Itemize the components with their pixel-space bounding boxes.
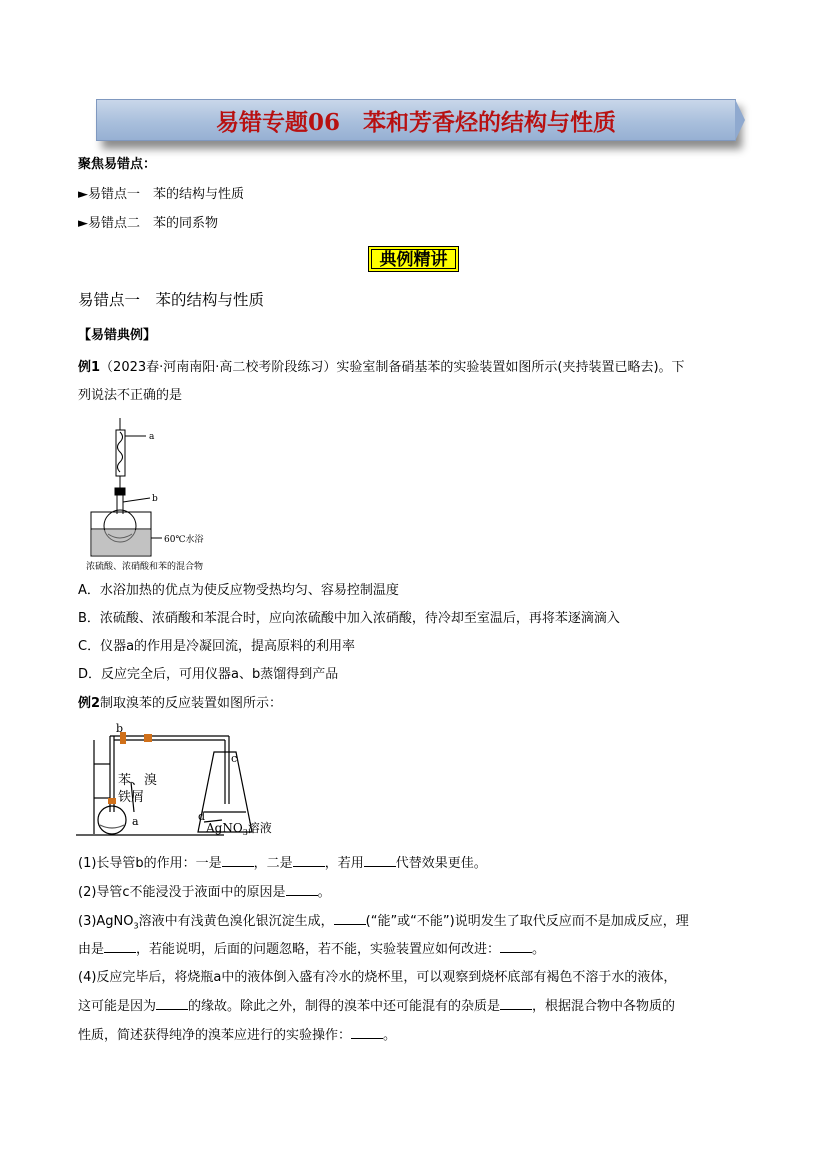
option-b: B．浓硫酸、浓硝酸和苯混合时，应向浓硫酸中加入浓硝酸，待冷却至室温后，再将苯逐滴滴入 — [78, 611, 620, 626]
tube-joint-mid — [144, 734, 152, 742]
question-4-line2: 这可能是因为 的缘故。除此之外，制得的溴苯中还可能混有的杂质是 ，根据混合物中各物质的 — [78, 999, 676, 1014]
focus-item-1: ►易错点一 苯的结构与性质 — [78, 187, 244, 202]
label-b-leader — [123, 498, 150, 502]
example-1-text: （2023春·河南南阳·高二校考阶段练习）实验室制备硝基苯的实验装置如图所示(夹持装置已略去)。下 — [100, 360, 685, 375]
label-a: a — [149, 432, 155, 442]
badge-label: 典例精讲 — [371, 249, 456, 269]
focus-heading: 聚焦易错点： — [78, 157, 157, 172]
reagent-label-2: 铁屑 — [118, 790, 145, 805]
section-badge — [368, 246, 459, 272]
example-2-text: 制取溴苯的反应装置如图所示： — [100, 696, 283, 711]
flask-a — [98, 806, 126, 834]
option-d: D．反应完全后，可用仪器a、b蒸馏得到产品 — [78, 667, 339, 682]
nitration-apparatus-figure — [86, 416, 256, 574]
label-b2: b — [116, 722, 124, 735]
reagent-label-1: 苯、溴 — [118, 773, 158, 788]
question-4-line3: 性质，简述获得纯净的溴苯应进行的实验操作： 。 — [78, 1028, 397, 1043]
section-tag: 【易错典例】 — [78, 328, 157, 343]
bath-label: 60℃水浴 — [164, 535, 204, 545]
example-1-label: 例1 — [78, 360, 101, 375]
stopper — [115, 488, 125, 495]
option-c: C．仪器a的作用是冷凝回流，提高原料的利用率 — [78, 639, 356, 654]
question-2: (2)导管c不能浸没于液面中的原因是 。 — [78, 885, 331, 900]
question-1: (1)长导管b的作用：一是 ，二是 ，若用 代替效果更佳。 — [78, 856, 487, 871]
label-d2: d — [198, 810, 206, 823]
option-a: A．水浴加热的优点为使反应物受热均匀、容易控制温度 — [78, 583, 399, 598]
example-1-line2: 列说法不正确的是 — [78, 388, 183, 403]
bromination-apparatus-figure — [74, 722, 294, 844]
section-title: 易错点一 苯的结构与性质 — [78, 291, 265, 309]
question-3-line1: (3)AgNO$_3$溶液中有浅黄色溴化银沉淀生成， (“能”或“不能”)说明发生了取代反应而不是加成反应，理 — [78, 914, 689, 931]
title-banner — [96, 99, 736, 141]
example-1-line1 — [78, 359, 685, 377]
label-c2: c — [231, 752, 238, 765]
question-3-line2: 由是 ，若能说明，后面的问题忽略，若不能，实验装置应如何改进： 。 — [78, 942, 546, 957]
mixture-label: 浓硫酸、浓硝酸和苯的混合物 — [86, 562, 204, 572]
label-b: b — [152, 494, 158, 504]
question-4-line1: (4)反应完毕后，将烧瓶a中的液体倒入盛有冷水的烧杯里，可以观察到烧杯底部有褐色不溶于水的液体， — [78, 970, 677, 985]
solution-label: AgNO$_3$溶液 — [206, 821, 272, 837]
focus-item-2: ►易错点二 苯的同系物 — [78, 216, 218, 231]
flask-stopper — [108, 798, 116, 804]
example-2-intro — [78, 695, 282, 713]
label-a2: a — [132, 815, 139, 828]
condenser-coil — [118, 432, 123, 472]
page-title: 易错专题06 苯和芳香烃的结构与性质 — [215, 109, 616, 136]
example-2-label: 例2 — [78, 696, 101, 711]
